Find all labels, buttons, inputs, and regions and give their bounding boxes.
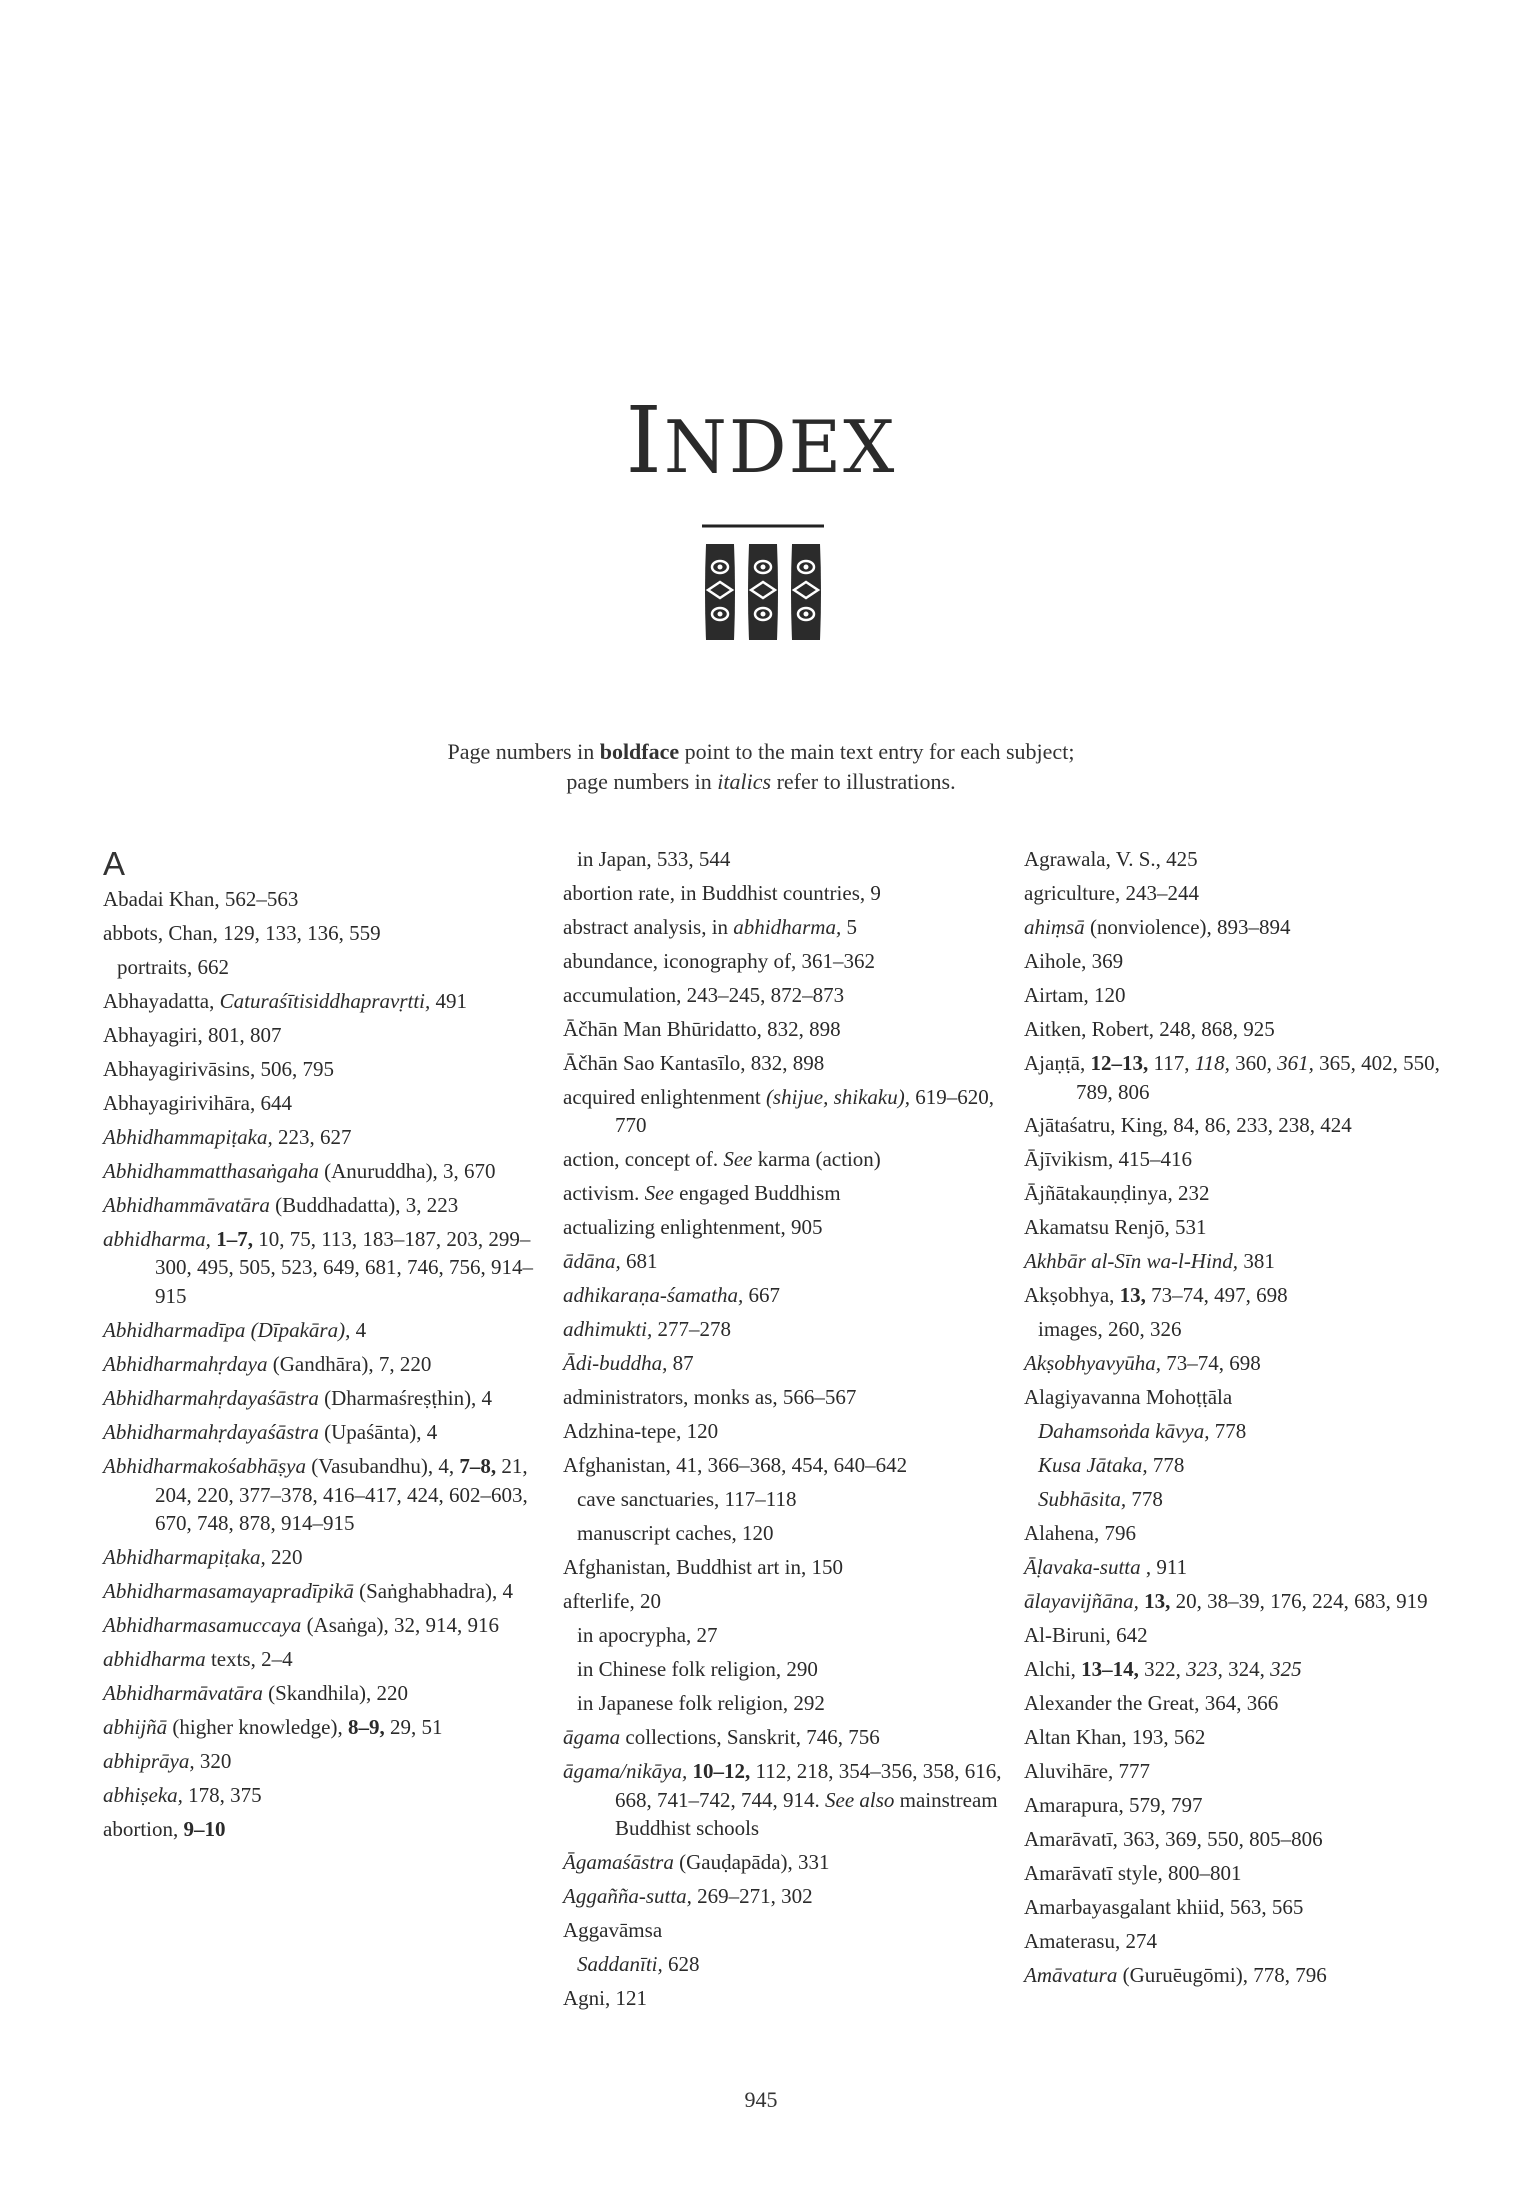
index-entry: Altan Khan, 193, 562 — [1024, 1725, 1206, 1750]
index-entry: ahiṃsā (nonviolence), 893–894 — [1024, 914, 1291, 939]
index-entry: Ajātaśatru, King, 84, 86, 233, 238, 424 — [1024, 1113, 1352, 1138]
index-entry: Abhayagirivihāra, 644 — [103, 1090, 292, 1115]
index-entry: Āčhān Man Bhūridatto, 832, 898 — [563, 1016, 841, 1041]
index-entry: Airtam, 120 — [1024, 982, 1126, 1007]
index-entry: abbots, Chan, 129, 133, 136, 559 — [103, 920, 381, 945]
index-entry: accumulation, 243–245, 872–873 — [563, 982, 845, 1007]
index-column-2 — [563, 845, 1003, 2018]
index-entry: abhiṣeka, 178, 375 — [103, 1783, 262, 1808]
index-entry: abhidharma, 1–7, 10, 75, 113, 183–187, 203, 299–300, 495, 505, 523, 649, 681, 746, 756, 914–915 — [103, 1226, 533, 1309]
index-entry: acquired enlightenment (shijue, shikaku), 619–620, 770 — [563, 1084, 994, 1138]
index-entry: ālayavijñāna, 13, 20, 38–39, 176, 224, 683, 919 — [1024, 1589, 1428, 1614]
index-entry: Āḷavaka-sutta , 911 — [1024, 1555, 1188, 1580]
index-entry: Amarapura, 579, 797 — [1024, 1793, 1203, 1818]
index-subentry: Saddanīti, 628 — [577, 1952, 700, 1977]
index-note-line-1: Page numbers in boldface point to the main text entry for each subject; — [447, 739, 1075, 764]
index-entry: Amarāvatī, 363, 369, 550, 805–806 — [1024, 1827, 1323, 1852]
index-subentry: Subhāsita, 778 — [1038, 1487, 1163, 1512]
index-entry: abstract analysis, in abhidharma, 5 — [563, 914, 857, 939]
index-entry: Ajaṇṭā, 12–13, 117, 118, 360, 361, 365, 402, 550, 789, 806 — [1024, 1050, 1440, 1104]
index-entry: Akhbār al-Sīn wa-l-Hind, 381 — [1024, 1249, 1275, 1274]
page-title: INDEX — [625, 387, 897, 494]
index-entry: abortion rate, in Buddhist countries, 9 — [563, 880, 881, 905]
index-entry: Abhidharmasamayapradīpikā (Saṅghabhadra), 4 — [103, 1579, 514, 1604]
index-entry: Akṣobhya, 13, 73–74, 497, 698 — [1024, 1283, 1288, 1308]
index-entry: Akṣobhyavyūha, 73–74, 698 — [1024, 1351, 1261, 1376]
section-letter: A — [103, 845, 126, 882]
index-entry: Āgamaśāstra (Gauḍapāda), 331 — [563, 1850, 830, 1875]
index-entry: Abhayagiri, 801, 807 — [103, 1022, 282, 1047]
index-entry: Aggañña-sutta, 269–271, 302 — [563, 1884, 813, 1909]
index-entry: activism. See engaged Buddhism — [563, 1181, 841, 1206]
index-entry: āgama collections, Sanskrit, 746, 756 — [563, 1725, 880, 1750]
index-entry: Alchi, 13–14, 322, 323, 324, 325 — [1024, 1657, 1302, 1682]
index-entry: āgama/nikāya, 10–12, 112, 218, 354–356, 358, 616, 668, 741–742, 744, 914. See also mainstream Buddhist schools — [563, 1759, 1002, 1841]
index-entry: abhijñā (higher knowledge), 8–9, 29, 51 — [103, 1715, 443, 1740]
index-subentry: Kusa Jātaka, 778 — [1038, 1453, 1185, 1478]
index-entry: action, concept of. See karma (action) — [563, 1147, 881, 1172]
index-subentry: cave sanctuaries, 117–118 — [577, 1487, 797, 1512]
index-entry: Alahena, 796 — [1024, 1521, 1136, 1546]
index-entry: Abhidharmadīpa (Dīpakāra), 4 — [103, 1318, 367, 1343]
index-entry: Abhidharmāvatāra (Skandhila), 220 — [103, 1681, 409, 1706]
index-entry: Abhidharmasamuccaya (Asaṅga), 32, 914, 916 — [103, 1613, 500, 1638]
index-entry: adhikaraṇa-śamatha, 667 — [563, 1283, 780, 1308]
index-subentry: portraits, 662 — [117, 954, 229, 979]
index-subentry: in Japan, 533, 544 — [577, 847, 731, 871]
index-entry: adhimukti, 277–278 — [563, 1317, 731, 1342]
index-entry: Ādi-buddha, 87 — [563, 1351, 694, 1376]
index-entry: Al-Biruni, 642 — [1024, 1623, 1148, 1648]
index-entry: Abhayagirivāsins, 506, 795 — [103, 1056, 334, 1081]
index-entry: Abadai Khan, 562–563 — [103, 887, 299, 911]
index-subentry: images, 260, 326 — [1038, 1317, 1182, 1342]
index-column-1 — [103, 845, 543, 1849]
index-subentry: manuscript caches, 120 — [577, 1521, 774, 1546]
index-entry: actualizing enlightenment, 905 — [563, 1215, 823, 1240]
index-entry: Alagiyavanna Mohoṭṭāla — [1024, 1385, 1233, 1410]
index-entry: abortion, 9–10 — [103, 1817, 226, 1841]
index-entry: Amaterasu, 274 — [1024, 1929, 1157, 1954]
index-entry: Abhidhammatthasaṅgaha (Anuruddha), 3, 670 — [103, 1158, 496, 1183]
index-entry: Abhidharmahṛdaya (Gandhāra), 7, 220 — [103, 1352, 432, 1376]
index-subentry: in Japanese folk religion, 292 — [577, 1691, 825, 1716]
index-entry: Abhidharmahṛdayaśāstra (Upaśānta), 4 — [103, 1419, 438, 1444]
index-subentry: in apocrypha, 27 — [577, 1623, 718, 1648]
index-entry: abhiprāya, 320 — [103, 1749, 232, 1774]
index-entry: Agni, 121 — [563, 1986, 647, 2011]
index-entry: Amāvatura (Guruēugōmi), 778, 796 — [1024, 1963, 1327, 1988]
index-subentry: in Chinese folk religion, 290 — [577, 1657, 818, 1682]
index-note-line-2: page numbers in italics refer to illustrations. — [566, 769, 956, 794]
page-number: 945 — [744, 2087, 778, 2112]
index-column-3 — [1024, 845, 1464, 1995]
index-subentry: Dahamsoṅda kāvya, 778 — [1038, 1419, 1247, 1444]
index-entry: Alexander the Great, 364, 366 — [1024, 1691, 1279, 1716]
index-entry: Agrawala, V. S., 425 — [1024, 847, 1198, 871]
index-entry: Ājīvikism, 415–416 — [1024, 1147, 1193, 1172]
index-entry: Aluvihāre, 777 — [1024, 1759, 1150, 1784]
index-entry: abhidharma texts, 2–4 — [103, 1647, 293, 1672]
index-entry: Abhidhammapiṭaka, 223, 627 — [103, 1124, 352, 1149]
index-entry: Ājñātakauṇḍinya, 232 — [1024, 1181, 1210, 1206]
index-entry: abundance, iconography of, 361–362 — [563, 948, 875, 973]
index-note — [0, 737, 1522, 797]
bead-ornament-icon — [698, 522, 828, 652]
index-entry: agriculture, 243–244 — [1024, 880, 1199, 905]
index-entry: Aihole, 369 — [1024, 948, 1124, 973]
index-entry: Akamatsu Renjō, 531 — [1024, 1215, 1207, 1240]
index-entry: Aggavāmsa — [563, 1918, 663, 1943]
index-entry: Abhidharmapiṭaka, 220 — [103, 1545, 303, 1570]
index-entry: Aitken, Robert, 248, 868, 925 — [1024, 1016, 1275, 1041]
index-entry: Afghanistan, 41, 366–368, 454, 640–642 — [563, 1453, 908, 1478]
index-entry: Afghanistan, Buddhist art in, 150 — [563, 1555, 843, 1580]
index-entry: Abhidharmahṛdayaśāstra (Dharmaśreṣṭhin), 4 — [103, 1385, 493, 1410]
index-entry: administrators, monks as, 566–567 — [563, 1385, 857, 1410]
index-entry: Amarbayasgalant khiid, 563, 565 — [1024, 1895, 1304, 1920]
index-entry: Abhidharmakośabhāṣya (Vasubandhu), 4, 7–8, 21, 204, 220, 377–378, 416–417, 424, 602–603, 670, 748, 878, 914–915 — [103, 1453, 528, 1536]
index-entry: ādāna, 681 — [563, 1249, 658, 1274]
index-entry: Adzhina-tepe, 120 — [563, 1419, 719, 1444]
index-entry: Abhidhammāvatāra (Buddhadatta), 3, 223 — [103, 1192, 459, 1217]
index-entry: afterlife, 20 — [563, 1589, 661, 1614]
index-entry: Āčhān Sao Kantasīlo, 832, 898 — [563, 1050, 825, 1075]
index-entry: Abhayadatta, Caturaśītisiddhapravṛtti, 491 — [103, 988, 467, 1013]
index-entry: Amarāvatī style, 800–801 — [1024, 1861, 1242, 1886]
